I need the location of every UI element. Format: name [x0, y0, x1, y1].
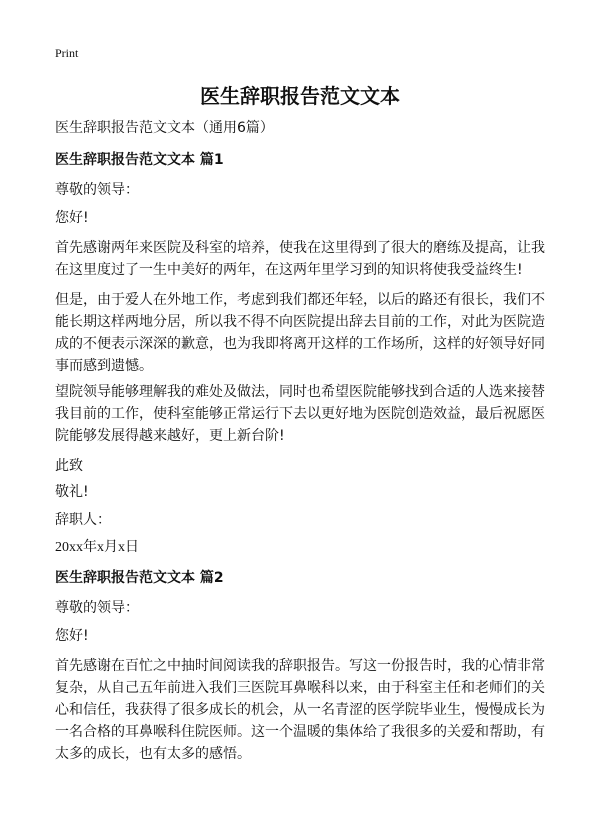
salutation: 尊敬的领导：	[55, 600, 139, 616]
paragraph: 首先感谢在百忙之中抽时间阅读我的辞职报告。写这一份报告时，我的心情非常复杂，从自己五年前进入我们三医院耳鼻喉科以来，由于科室主任和老师们的关心和信任，我获得了很多成长的机会，从一名青涩的医学院毕业生，慢慢成长为一名合格的耳鼻喉科住院医师。这一个温暖的集体给了我很多的关爱和帮助，有太多的成长，也有太多的感悟。	[55, 658, 545, 762]
paragraph: 首先感谢两年来医院及科室的培养，使我在这里得到了很大的磨练及提高，让我在这里度过了一生中美好的两年，在这两年里学习到的知识将使我受益终生!	[55, 240, 545, 278]
greeting: 您好!	[55, 210, 89, 226]
page-title: 医生辞职报告范文文本	[200, 84, 400, 108]
salutation: 尊敬的领导：	[55, 182, 139, 198]
section-heading-2: 医生辞职报告范文文本 篇2	[55, 570, 224, 586]
greeting: 您好!	[55, 628, 89, 644]
paragraph: 望院领导能够理解我的难处及做法，同时也希望医院能够找到合适的人选来接替我目前的工作，使科室能够正常运行下去以更好地为医院创造效益，最后祝愿医院能够发展得越来越好，更上新台阶!	[55, 384, 545, 444]
print-link[interactable]: Print	[55, 46, 79, 60]
signature: 辞职人：	[55, 512, 111, 528]
closing: 此致	[55, 458, 83, 474]
closing-regards: 敬礼!	[55, 484, 89, 500]
subtitle: 医生辞职报告范文文本（通用6篇）	[55, 120, 274, 136]
section-heading-1: 医生辞职报告范文文本 篇1	[55, 152, 224, 168]
date: 20xx年x月x日	[55, 540, 139, 555]
paragraph: 但是，由于爱人在外地工作，考虑到我们都还年轻，以后的路还有很长，我们不能长期这样两地分居，所以我不得不向医院提出辞去目前的工作，对此为医院造成的不便表示深深的歉意，也为我即将离开这样的工作场所，这样的好领导好同事而感到遗憾。	[55, 292, 545, 374]
